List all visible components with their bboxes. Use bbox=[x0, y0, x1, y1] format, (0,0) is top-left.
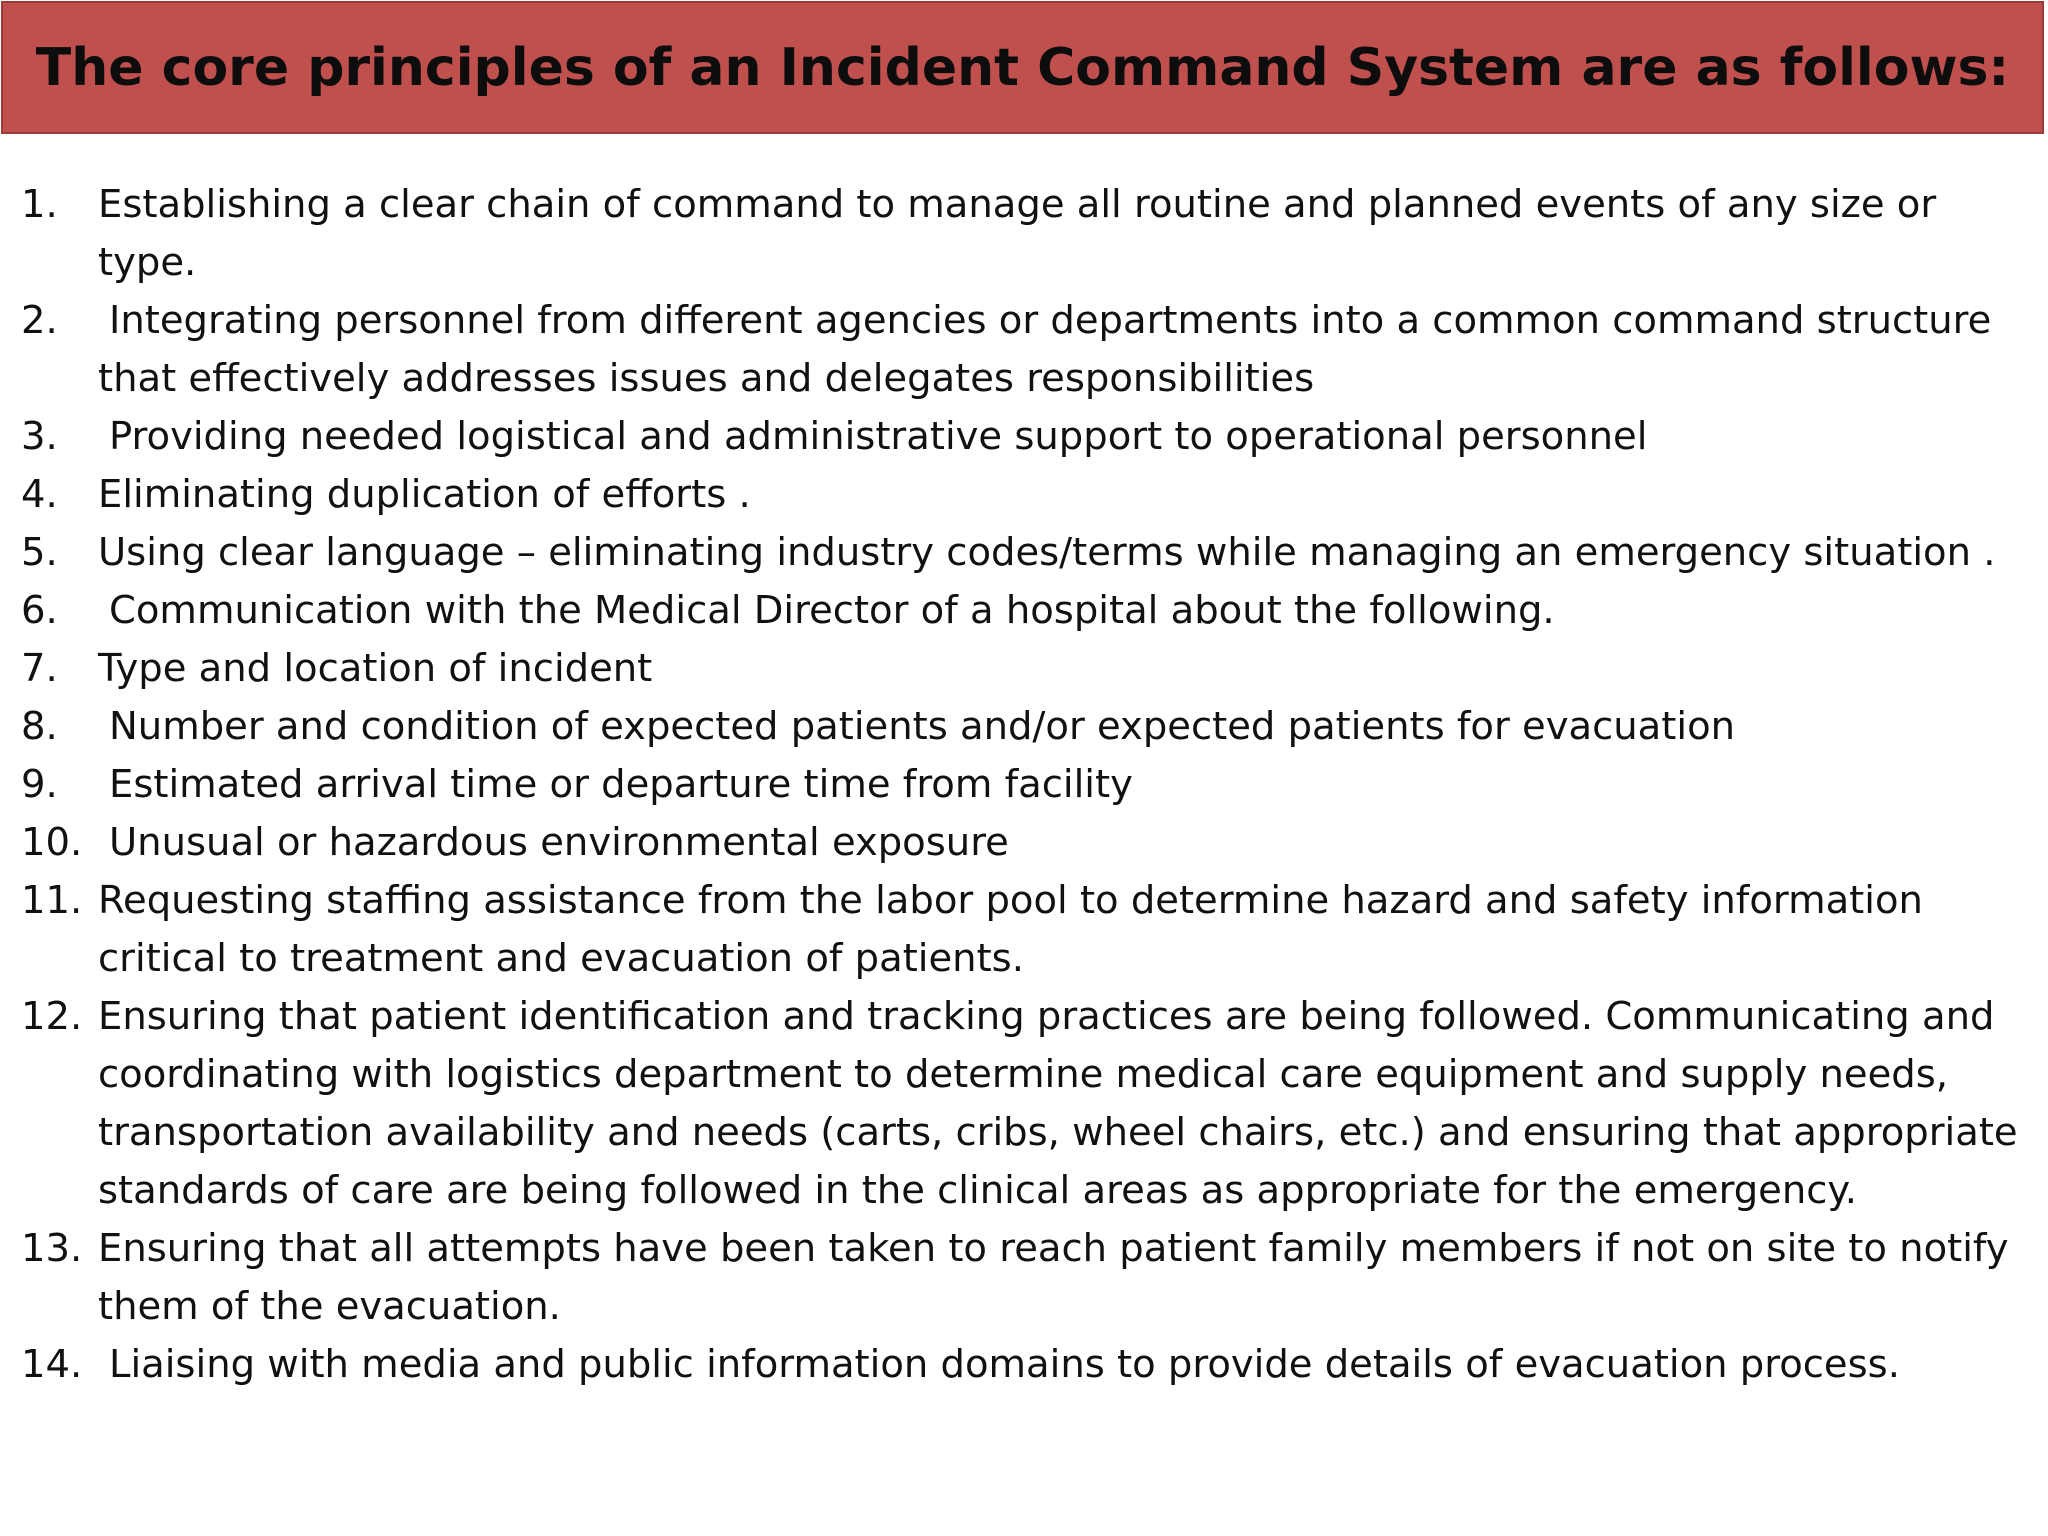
list-item bbox=[0, 988, 2048, 1220]
list-item bbox=[0, 524, 2048, 582]
list-item bbox=[0, 1336, 2048, 1394]
slide-title: The core principles of an Incident Command System are as follows: bbox=[35, 37, 2010, 98]
list-item-number: 5. bbox=[21, 530, 58, 575]
list-item-text: Ensuring that patient identification and tracking practices are being followed. Communicating and coordinating with logistics department to determine medical care equipment and supply needs, transportation availability and needs (carts, cribs, wheel chairs, etc.) and ensuring that appropriate standards of care are being followed in the clinical areas as appropriate for the emergency. bbox=[98, 994, 2018, 1213]
slide-title-bar bbox=[1, 1, 2044, 134]
list-item-number: 3. bbox=[21, 414, 58, 459]
list-item-number: 1. bbox=[21, 182, 58, 227]
list-item-number: 12. bbox=[21, 994, 83, 1039]
list-item-text: Liaising with media and public information domains to provide details of evacuation process. bbox=[109, 1342, 1900, 1387]
list-item-number: 9. bbox=[21, 762, 58, 807]
list-item-text: Using clear language – eliminating industry codes/terms while managing an emergency situation . bbox=[98, 530, 1996, 575]
list-item-number: 6. bbox=[21, 588, 58, 633]
list-item bbox=[0, 872, 2048, 988]
list-item bbox=[0, 466, 2048, 524]
list-item-text: Communication with the Medical Director of a hospital about the following. bbox=[109, 588, 1555, 633]
list-item bbox=[0, 292, 2048, 408]
list-item bbox=[0, 582, 2048, 640]
list-item-text: Unusual or hazardous environmental exposure bbox=[109, 820, 1009, 865]
list-item bbox=[0, 698, 2048, 756]
list-item-text: Ensuring that all attempts have been taken to reach patient family members if not on site to notify them of the evacuation. bbox=[98, 1226, 2009, 1329]
list-item bbox=[0, 814, 2048, 872]
list-item-text: Integrating personnel from different agencies or departments into a common command structure that effectively addresses issues and delegates responsibilities bbox=[98, 298, 1992, 401]
list-item-text: Number and condition of expected patients and/or expected patients for evacuation bbox=[109, 704, 1736, 749]
list-item bbox=[0, 176, 2048, 292]
list-item-number: 4. bbox=[21, 472, 58, 517]
list-item-text: Type and location of incident bbox=[98, 646, 653, 691]
list-item-text: Providing needed logistical and administrative support to operational personnel bbox=[109, 414, 1648, 459]
list-item bbox=[0, 756, 2048, 814]
list-item-number: 8. bbox=[21, 704, 58, 749]
list-item-number: 10. bbox=[21, 820, 83, 865]
list-item bbox=[0, 640, 2048, 698]
principles-list bbox=[0, 176, 2048, 1394]
list-item-number: 7. bbox=[21, 646, 58, 691]
list-item-text: Estimated arrival time or departure time from facility bbox=[109, 762, 1133, 807]
list-item bbox=[0, 1220, 2048, 1336]
list-item-number: 14. bbox=[21, 1342, 83, 1387]
list-item-number: 11. bbox=[21, 878, 83, 923]
list-item bbox=[0, 408, 2048, 466]
list-item-text: Eliminating duplication of efforts . bbox=[98, 472, 751, 517]
list-item-number: 13. bbox=[21, 1226, 83, 1271]
list-item-number: 2. bbox=[21, 298, 58, 343]
list-item-text: Establishing a clear chain of command to manage all routine and planned events of any size or type. bbox=[98, 182, 1937, 285]
list-item-text: Requesting staffing assistance from the labor pool to determine hazard and safety information critical to treatment and evacuation of patients. bbox=[98, 878, 1923, 981]
